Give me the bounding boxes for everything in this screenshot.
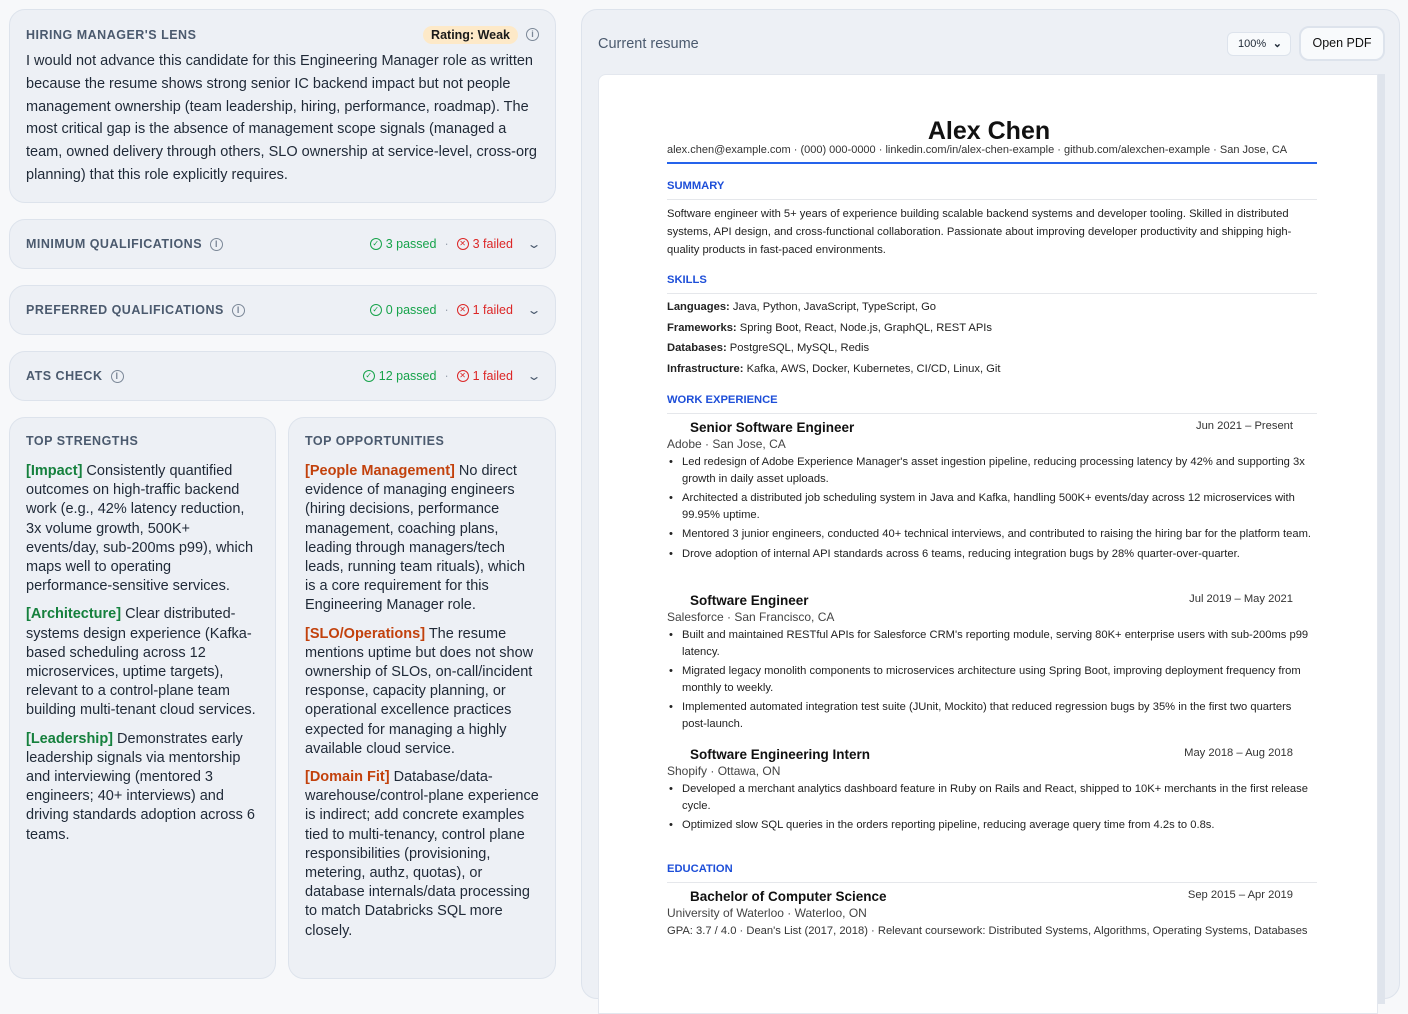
resume-name: Alex Chen [927, 117, 1051, 145]
job-bullet: • Architected a distributed job scheduling system in Java and Kafka, handling 500K+ events/day across 12 microservices with 99.95% uptime. [667, 490, 1317, 523]
opportunity-item: [Domain Fit] Database/data-warehouse/control-plane experience is indirect; add concrete examples tied to multi-tenancy, control plane responsibilities (provisioning, metering, authz, quotas), or database internals/data processing to match Databricks SQL more closely. [305, 769, 539, 939]
job-title: Software Engineer [690, 593, 809, 608]
section-title: ATS CHECK [26, 368, 103, 383]
skill-row: Frameworks: Spring Boot, React, Node.js, GraphQL, REST APIs [667, 321, 993, 334]
x-circle-icon: ✕ [457, 304, 469, 316]
info-icon[interactable]: I [111, 370, 124, 383]
x-circle-icon: ✕ [457, 238, 469, 250]
degree-title: Bachelor of Computer Science [690, 889, 887, 904]
job-bullet: • Led redesign of Adobe Experience Manager's asset ingestion pipeline, reducing processing latency by 42% and supporting 3x growth in daily asset uploads. [667, 454, 1317, 487]
job-entry [667, 747, 1317, 834]
zoom-select[interactable] [1227, 32, 1291, 56]
job-bullet: • Mentored 3 junior engineers, conducted 40+ technical interviews, and contributed to raising the hiring bar for the platform team. [667, 526, 1317, 543]
job-entry [667, 593, 1317, 732]
lens-text: I would not advance this candidate for this Engineering Manager role as written because the resume shows strong senior IC backend impact but not people management ownership (team leadership, hiring, performance, roadmap). The most critical gap is the absence of management scope signals (managed a team, owned delivery through others, SLO ownership at service-level, cross-org planning) that this role explicitly requires. [26, 53, 537, 183]
education-heading: EDUCATION [667, 863, 1317, 883]
info-icon[interactable]: I [210, 238, 223, 251]
top-strengths-card [9, 417, 276, 979]
chevron-down-icon: ⌄ [1272, 38, 1282, 50]
strength-item: [Impact] Consistently quantified outcomes on high-traffic backend work (e.g., 42% latency reduction, 3x volume growth, 500K+ events/day, sub-200ms p99), which maps well to operating performance-sensitive services. [26, 463, 254, 595]
rating-badge: Rating: Weak [423, 26, 518, 44]
top-opportunities-card [288, 417, 556, 979]
job-title: Senior Software Engineer [690, 420, 855, 435]
job-bullet: • Implemented automated integration test suite (JUnit, Mockito) that reduced regression bugs by 35% in the first two quarters post-launch. [667, 699, 1317, 732]
chevron-down-icon[interactable]: ⌄ [526, 303, 542, 317]
job-company: Salesforce · San Francisco, CA [667, 610, 835, 624]
skill-row: Languages: Java, Python, JavaScript, TypeScript, Go [667, 301, 937, 313]
section-title: MINIMUM QUALIFICATIONS [26, 236, 203, 251]
x-circle-icon: ✕ [457, 370, 469, 382]
skills-heading: SKILLS [667, 274, 1317, 294]
preferred-qualifications-accordion[interactable]: PREFERRED QUALIFICATIONS I ✓ 0 passed · ✕ 1 failed ⌄ [9, 285, 556, 335]
strengths-title: TOP STRENGTHS [26, 434, 139, 448]
skill-row: Infrastructure: Kafka, AWS, Docker, Kubernetes, CI/CD, Linux, Git [667, 363, 1001, 376]
opportunity-item: [SLO/Operations] The resume mentions uptime but does not show ownership of SLOs, on-call/incident response, capacity planning, or operational excellence practices expected for managing a highly available cloud service. [305, 625, 534, 757]
job-dates: Jul 2019 – May 2021 [1189, 593, 1293, 605]
job-dates: Jun 2021 – Present [1195, 420, 1293, 432]
lens-title: HIRING MANAGER'S LENS [26, 28, 197, 42]
summary-text: Software engineer with 5+ years of experience building scalable backend systems and developer tooling. Skilled in distributed systems, API design, and cross-functional collaboration. Passionate about improving developer productivity and shipping high-quality products in fast-paced environments. [667, 208, 1292, 256]
section-title: PREFERRED QUALIFICATIONS [26, 302, 224, 317]
work-heading: WORK EXPERIENCE [667, 394, 1317, 414]
opportunity-item: [People Management] No direct evidence of managing engineers (hiring decisions, performance management, coaching plans, leading through managers/tech leads, running team rituals), which is a core requirement for this Engineering Manager role. [305, 463, 526, 614]
strength-item: [Architecture] Clear distributed-systems design experience (Kafka-based scheduling across 12 microservices, uptime targets), relevant to a control-plane team building multi-tenant cloud services. [26, 606, 256, 719]
chevron-down-icon[interactable]: ⌄ [526, 369, 542, 383]
skill-row: Databases: PostgreSQL, MySQL, Redis [667, 342, 870, 355]
school: University of Waterloo · Waterloo, ON [667, 906, 867, 920]
check-circle-icon: ✓ [370, 304, 382, 316]
skills-list [667, 297, 1317, 380]
failed-count: 1 failed [472, 369, 513, 383]
summary-heading: SUMMARY [667, 180, 1317, 200]
check-circle-icon: ✓ [363, 370, 375, 382]
ats-check-accordion[interactable]: ATS CHECK I ✓ 12 passed · ✕ 1 failed ⌄ [9, 351, 556, 401]
job-company: Adobe · San Jose, CA [667, 437, 786, 451]
job-bullet: • Drove adoption of internal API standards across 6 teams, reducing integration bugs by 28% quarter-over-quarter. [667, 546, 1317, 563]
zoom-value: 100% [1238, 38, 1267, 50]
info-icon[interactable]: i [526, 28, 539, 41]
job-bullet: • Optimized slow SQL queries in the orders reporting pipeline, reducing average query time from 4.2s to 0.8s. [667, 817, 1317, 834]
check-circle-icon: ✓ [370, 238, 382, 250]
job-entry [667, 420, 1317, 562]
resume-page [598, 74, 1378, 1014]
resume-viewer-panel [581, 9, 1400, 999]
minimum-qualifications-accordion[interactable]: MINIMUM QUALIFICATIONS I ✓ 3 passed · ✕ 3 failed ⌄ [9, 219, 556, 269]
hiring-manager-lens-card [9, 9, 556, 203]
job-bullet: • Developed a merchant analytics dashboard feature in Ruby on Rails and React, shipped to 10K+ merchants in the first release cycle. [667, 781, 1317, 814]
passed-count: 12 passed [378, 369, 437, 383]
education-entry [667, 889, 1317, 940]
edu-dates: Sep 2015 – Apr 2019 [1187, 889, 1293, 901]
job-bullet: • Built and maintained RESTful APIs for Salesforce CRM's reporting module, serving 80K+ enterprise users with sub-200ms p99 latency. [667, 627, 1317, 660]
resume-contact: alex.chen@example.com · (000) 000-0000 · linkedin.com/in/alex-chen-example · github.com/alexchen-example · San Jose, CA [667, 144, 1317, 164]
job-title: Software Engineering Intern [690, 747, 871, 762]
info-icon[interactable]: I [232, 304, 245, 317]
job-dates: May 2018 – Aug 2018 [1184, 747, 1293, 759]
chevron-down-icon[interactable]: ⌄ [526, 237, 542, 251]
viewer-title: Current resume [598, 36, 699, 52]
failed-count: 1 failed [472, 303, 513, 317]
opportunities-title: TOP OPPORTUNITIES [305, 434, 445, 448]
strength-item: [Leadership] Demonstrates early leadership signals via mentorship and interviewing (mentored 3 engineers; 40+ interviews) and driving standards adoption across 6 teams. [26, 730, 255, 843]
job-bullet: • Migrated legacy monolith components to microservices architecture using Spring Boot, improving deployment frequency from monthly to weekly. [667, 663, 1317, 696]
job-company: Shopify · Ottawa, ON [667, 764, 781, 778]
scrollbar[interactable] [1377, 74, 1385, 1004]
passed-count: 3 passed [385, 237, 437, 251]
open-pdf-button[interactable]: Open PDF [1299, 26, 1385, 61]
passed-count: 0 passed [385, 303, 437, 317]
edu-detail: GPA: 3.7 / 4.0 · Dean's List (2017, 2018) · Relevant coursework: Distributed Systems, Algorithms, Operating Systems, Databases [667, 925, 1308, 937]
failed-count: 3 failed [472, 237, 513, 251]
